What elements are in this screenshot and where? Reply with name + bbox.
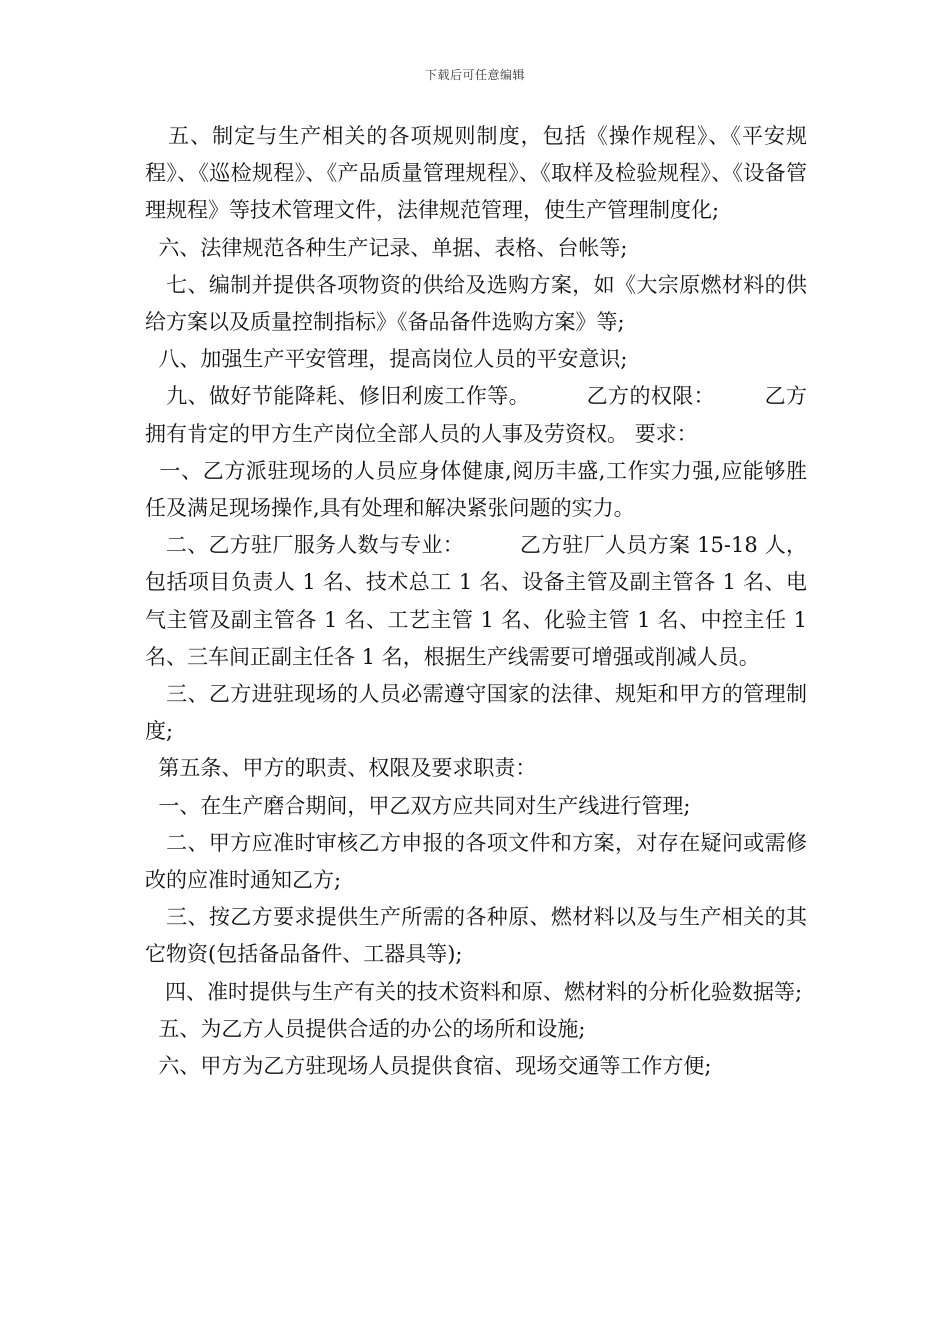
paragraph-8: 三、乙方进驻现场的人员必需遵守国家的法律、规矩和甲方的管理制度;: [145, 682, 808, 744]
document-body: [145, 118, 814, 1085]
paragraph-12: 三、按乙方要求提供生产所需的各种原、燃材料以及与生产相关的其它物资(包括备品备件、工器具等);: [145, 905, 808, 967]
paragraph-9: 第五条、甲方的职责、权限及要求职责：: [145, 756, 537, 781]
paragraph-5: 九、做好节能降耗、修旧利废工作等。 乙方的权限： 乙方拥有肯定的甲方生产岗位全部人员的人事及劳资权。 要求：: [145, 384, 807, 446]
paragraph-2: 六、法律规范各种生产记录、单据、表格、台帐等;: [145, 235, 628, 260]
paragraph-6: 一、乙方派驻现场的人员应身体健康,阅历丰盛,工作实力强,应能够胜任及满足现场操作,具有处理和解决紧张问题的实力。: [145, 458, 807, 521]
paragraph-4: 八、加强生产平安管理，提高岗位人员的平安意识;: [145, 347, 628, 372]
paragraph-1: 五、制定与生产相关的各项规则制度，包括《操作规程》、《平安规程》、《巡检规程》、《产品质量管理规程》、《取样及检验规程》、《设备管理规程》等技术管理文件，法律规范管理，使生产管理制度化;: [145, 124, 808, 223]
paragraph-3: 七、编制并提供各项物资的供给及选购方案，如《大宗原燃材料的供给方案以及质量控制指标》《备品备件选购方案》等;: [145, 272, 808, 335]
paragraph-7: 二、乙方驻厂服务人数与专业： 乙方驻厂人员方案 15-18 人，包括项目负责人 1 名、技术总工 1 名、设备主管及副主管各 1 名、电气主管及副主管各 1 名、工艺主管 1 名、化验主管 1 名、中控主任 1 名、三车间正副主任各 1 名，根据生产线需要可增强或削减人员。: [145, 533, 814, 669]
paragraph-14: 五、为乙方人员提供合适的办公的场所和设施;: [145, 1016, 586, 1041]
paragraph-11: 二、甲方应准时审核乙方申报的各项文件和方案，对存在疑问或需修改的应准时通知乙方;: [145, 830, 808, 893]
paragraph-10: 一、在生产磨合期间，甲乙双方应共同对生产线进行管理;: [145, 793, 691, 818]
paragraph-13: 四、准时提供与生产有关的技术资料和原、燃材料的分析化验数据等;: [145, 979, 803, 1004]
paragraph-15: 六、甲方为乙方驻现场人员提供食宿、现场交通等工作方便;: [145, 1054, 712, 1079]
page-header: 下载后可任意编辑: [424, 68, 525, 82]
